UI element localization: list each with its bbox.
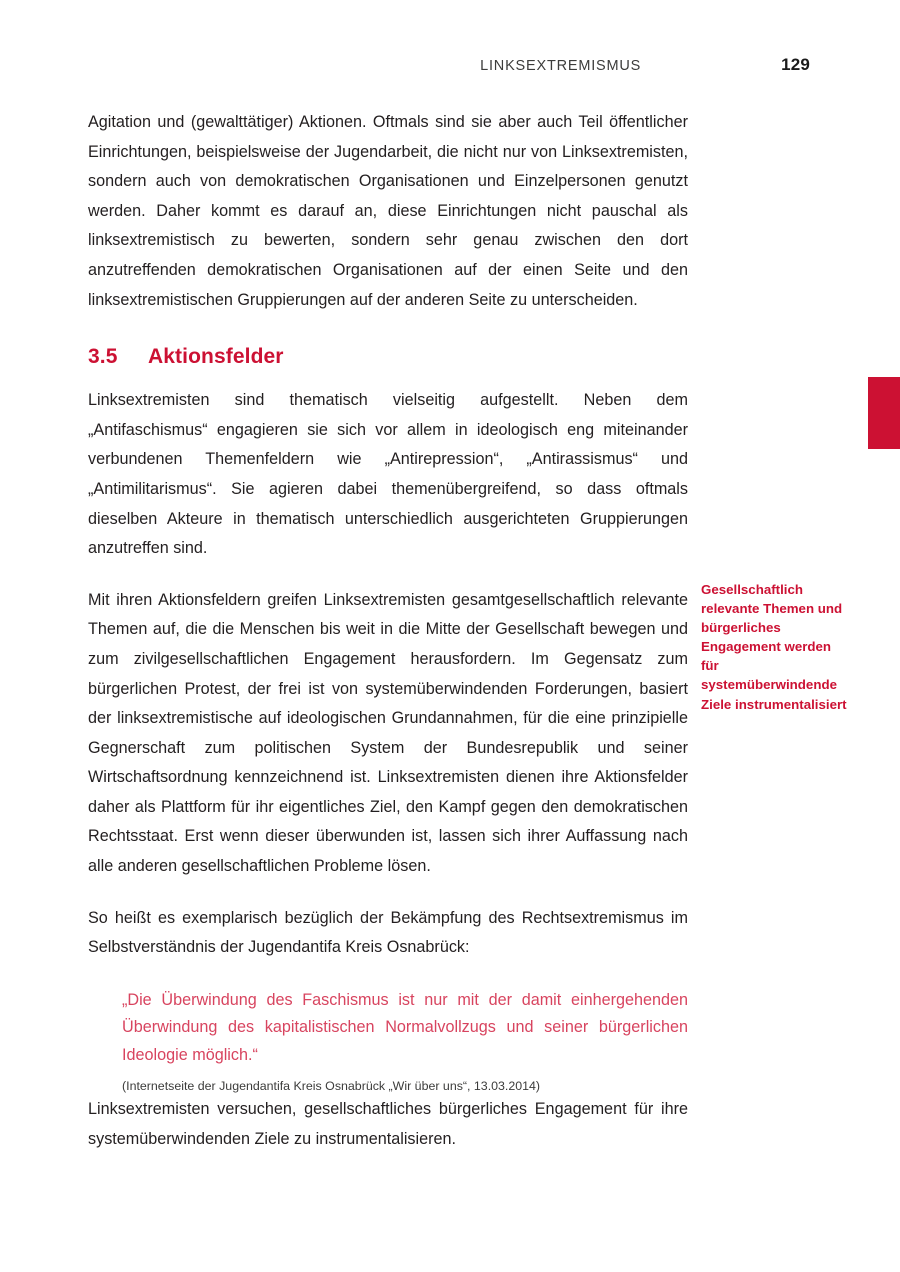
chapter-edge-tab-icon	[868, 377, 900, 449]
body-paragraph-4: So heißt es exemplarisch bezüglich der Bekämpfung des Rechtsextremismus im Selbstverständnis der Jugendantifa Kreis Osnabrück:	[88, 908, 688, 957]
running-head-title: LINKSEXTREMISMUS	[480, 58, 642, 74]
main-text-column	[88, 108, 688, 1155]
section-heading	[88, 345, 688, 369]
section-number: 3.5	[88, 345, 118, 369]
pull-quote	[122, 987, 688, 1096]
body-paragraph-5: Linksextremisten versuchen, gesellschaftliches bürgerliches Engagement für ihre systemüberwindenden Ziele zu instrumentalisieren.	[88, 1100, 688, 1148]
body-paragraph-1: Agitation und (gewalttätiger) Aktionen. Oftmals sind sie aber auch Teil öffentlicher Einrichtungen, beispielsweise der Jugendarbeit, die nicht nur von Linksextremisten, sondern auch von demokratischen Organisationen und Einzelpersonen genutzt werden. Daher kommt es darauf an, diese Einrichtungen nicht pauschal als linksextremistisch zu bewerten, sondern sehr genau zwischen den dort anzutreffenden demokratischen Organisationen auf der einen Seite und den linksextremistischen Gruppierungen auf der anderen Seite zu unterscheiden.	[88, 113, 688, 309]
body-paragraph-2: Linksextremisten sind thematisch vielseitig aufgestellt. Neben dem „Antifaschismus“ engagieren sie sich vor allem in ideologisch eng miteinander verbundenen Themenfeldern wie „Antirepression“, „Antirassismus“ und „Antimilitarismus“. Sie agieren dabei themenübergreifend, so dass oftmals dieselben Akteure in thematisch unterschiedlich ausgerichteten Gruppierungen anzutreffen sind.	[88, 391, 688, 558]
section-title: Aktionsfelder	[148, 345, 284, 369]
quote-source-citation: (Internetseite der Jugendantifa Kreis Osnabrück „Wir über uns“, 13.03.2014)	[122, 1079, 541, 1094]
body-paragraph-3: Mit ihren Aktionsfeldern greifen Linksextremisten gesamtgesellschaftlich relevante Themen auf, die die Menschen bis weit in die Mitte der Gesellschaft bewegen und zum zivilgesellschaftlichen Engagement herausfordern. Im Gegensatz zum bürgerlichen Protest, der frei ist von systemüberwindenden Forderungen, basiert der linksextremistische auf ideologischen Grundannahmen, für die eine prinzipielle Gegnerschaft zum politischen System der Bundesrepublik und seiner Wirtschaftsordnung kennzeichnend ist. Linksextremisten dienen ihre Aktionsfelder daher als Plattform für ihr eigentliches Ziel, den Kampf gegen den demokratischen Rechtsstaat. Erst wenn dieser überwunden ist, lassen sich ihrer Auffassung nach alle anderen gesellschaftlichen Probleme lösen.	[88, 590, 688, 876]
margin-note: Gesellschaftlich relevante Themen und bürgerliches Engagement werden für systemüberwindende Ziele instrumentalisiert	[701, 582, 847, 712]
running-head	[88, 55, 810, 75]
page-number: 129	[781, 55, 810, 74]
quote-text: „Die Überwindung des Faschismus ist nur mit der damit einhergehenden Überwindung des kapitalistischen Normalvollzugs und seiner bürgerlichen Ideologie möglich.“	[122, 990, 688, 1064]
